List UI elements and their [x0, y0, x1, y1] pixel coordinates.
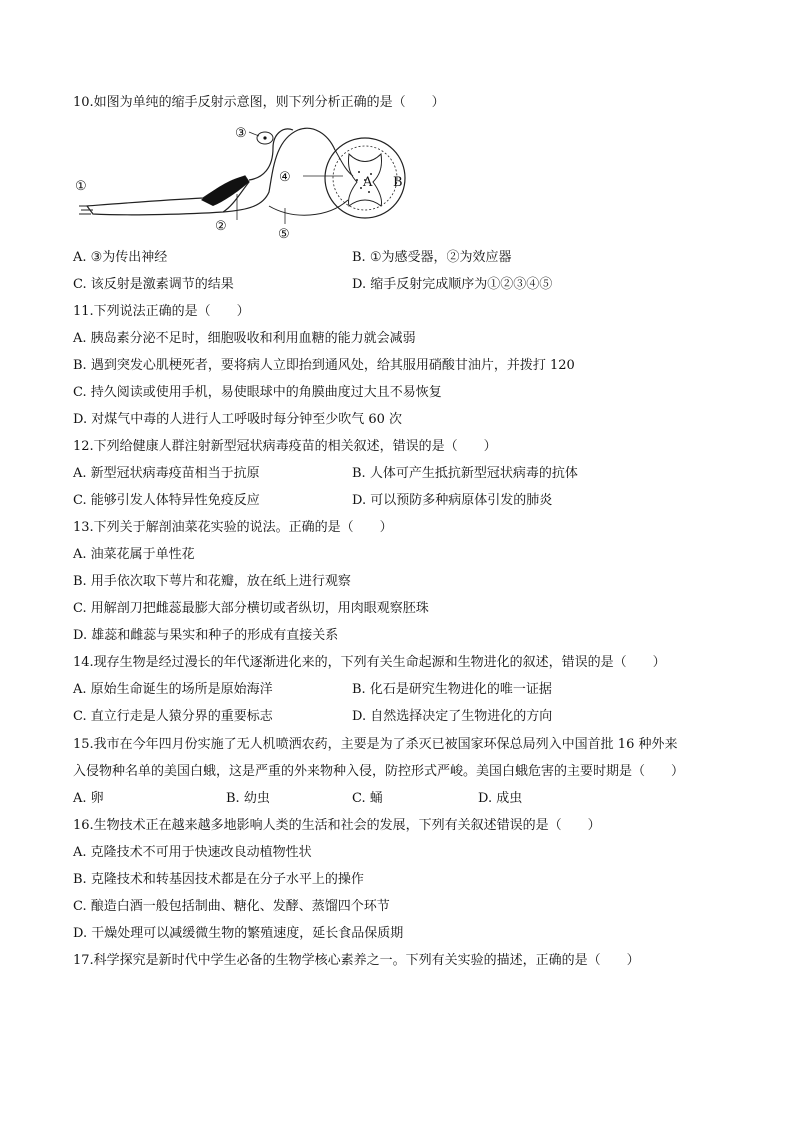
question-13-option-b: B. 用手依次取下萼片和花瓣，放在纸上进行观察 [73, 574, 351, 589]
question-16-option-b: B. 克隆技术和转基因技术都是在分子水平上的操作 [73, 872, 364, 887]
question-16-stem: 16.生物技术正在越来越多地影响人类的生活和社会的发展，下列有关叙述错误的是（ ） [73, 818, 601, 833]
question-13-option-a: A. 油菜花属于单性花 [73, 547, 195, 562]
question-12-option-b: B. 人体可产生抵抗新型冠状病毒的抗体 [352, 466, 578, 481]
label-4: ④ [279, 170, 291, 185]
label-A: A [363, 175, 373, 190]
question-13-stem: 13.下列关于解剖油菜花实验的说法。正确的是（ ） [73, 520, 393, 535]
question-10-option-a: A. ③为传出神经 [73, 250, 168, 265]
question-12-option-d: D. 可以预防多种病原体引发的肺炎 [352, 493, 553, 508]
question-12-stem: 12.下列给健康人群注射新型冠状病毒疫苗的相关叙述，错误的是（ ） [73, 439, 497, 454]
question-11-option-b: B. 遇到突发心肌梗死者，要将病人立即抬到通风处，给其服用硝酸甘油片，并拨打 120 [73, 358, 575, 373]
question-15-option-d: D. 成虫 [478, 791, 523, 806]
question-15-option-c: C. 蛹 [352, 791, 383, 806]
reflex-arc-diagram [73, 120, 413, 240]
question-13-option-c: C. 用解剖刀把雌蕊最膨大部分横切或者纵切，用肉眼观察胚珠 [73, 601, 429, 616]
question-11-option-c: C. 持久阅读或使用手机，易使眼球中的角膜曲度过大且不易恢复 [73, 385, 442, 400]
question-16-option-d: D. 干燥处理可以减缓微生物的繁殖速度，延长食品保质期 [73, 926, 404, 941]
question-10-option-b: B. ①为感受器，②为效应器 [352, 250, 512, 265]
question-15-option-a: A. 卵 [73, 791, 104, 806]
question-16-option-a: A. 克隆技术不可用于快速改良动植物性状 [73, 845, 312, 860]
question-14-stem: 14.现存生物是经过漫长的年代逐渐进化来的，下列有关生命起源和生物进化的叙述，错误的是（ ） [73, 655, 666, 670]
question-11-option-a: A. 胰岛素分泌不足时，细胞吸收和利用血糖的能力就会减弱 [73, 331, 416, 346]
question-12-option-c: C. 能够引发人体特异性免疫反应 [73, 493, 260, 508]
question-13-option-d: D. 雄蕊和雌蕊与果实和种子的形成有直接关系 [73, 628, 339, 643]
question-10-stem: 10.如图为单纯的缩手反射示意图，则下列分析正确的是（ ） [73, 95, 445, 110]
question-10-option-d: D. 缩手反射完成顺序为①②③④⑤ [352, 277, 553, 292]
question-15-stem-line-2: 入侵物种名单的美国白蛾，这是严重的外来物种入侵，防控形式严峻。美国白蛾危害的主要时期是（ ） [73, 764, 685, 779]
label-5: ⑤ [278, 227, 290, 240]
question-14-option-a: A. 原始生命诞生的场所是原始海洋 [73, 682, 273, 697]
question-11-stem: 11.下列说法正确的是（ ） [73, 304, 250, 319]
question-16-option-c: C. 酿造白酒一般包括制曲、糖化、发酵、蒸馏四个环节 [73, 899, 390, 914]
question-15-stem-line-1: 15.我市在今年四月份实施了无人机喷洒农药，主要是为了杀灭已被国家环保总局列入中国首批 16 种外来 [73, 737, 678, 752]
label-2: ② [215, 219, 227, 234]
question-12-option-a: A. 新型冠状病毒疫苗相当于抗原 [73, 466, 260, 481]
question-15-option-b: B. 幼虫 [226, 791, 270, 806]
question-14-option-d: D. 自然选择决定了生物进化的方向 [352, 709, 553, 724]
question-10-option-c: C. 该反射是激素调节的结果 [73, 277, 234, 292]
question-14-option-b: B. 化石是研究生物进化的唯一证据 [352, 682, 552, 697]
question-17-stem: 17.科学探究是新时代中学生必备的生物学核心素养之一。下列有关实验的描述，正确的是（ ） [73, 953, 640, 968]
label-B: B [393, 175, 403, 190]
question-14-option-c: C. 直立行走是人猿分界的重要标志 [73, 709, 273, 724]
question-11-option-d: D. 对煤气中毒的人进行人工呼吸时每分钟至少吹气 60 次 [73, 412, 403, 427]
label-3: ③ [235, 126, 247, 141]
label-1: ① [75, 179, 87, 194]
